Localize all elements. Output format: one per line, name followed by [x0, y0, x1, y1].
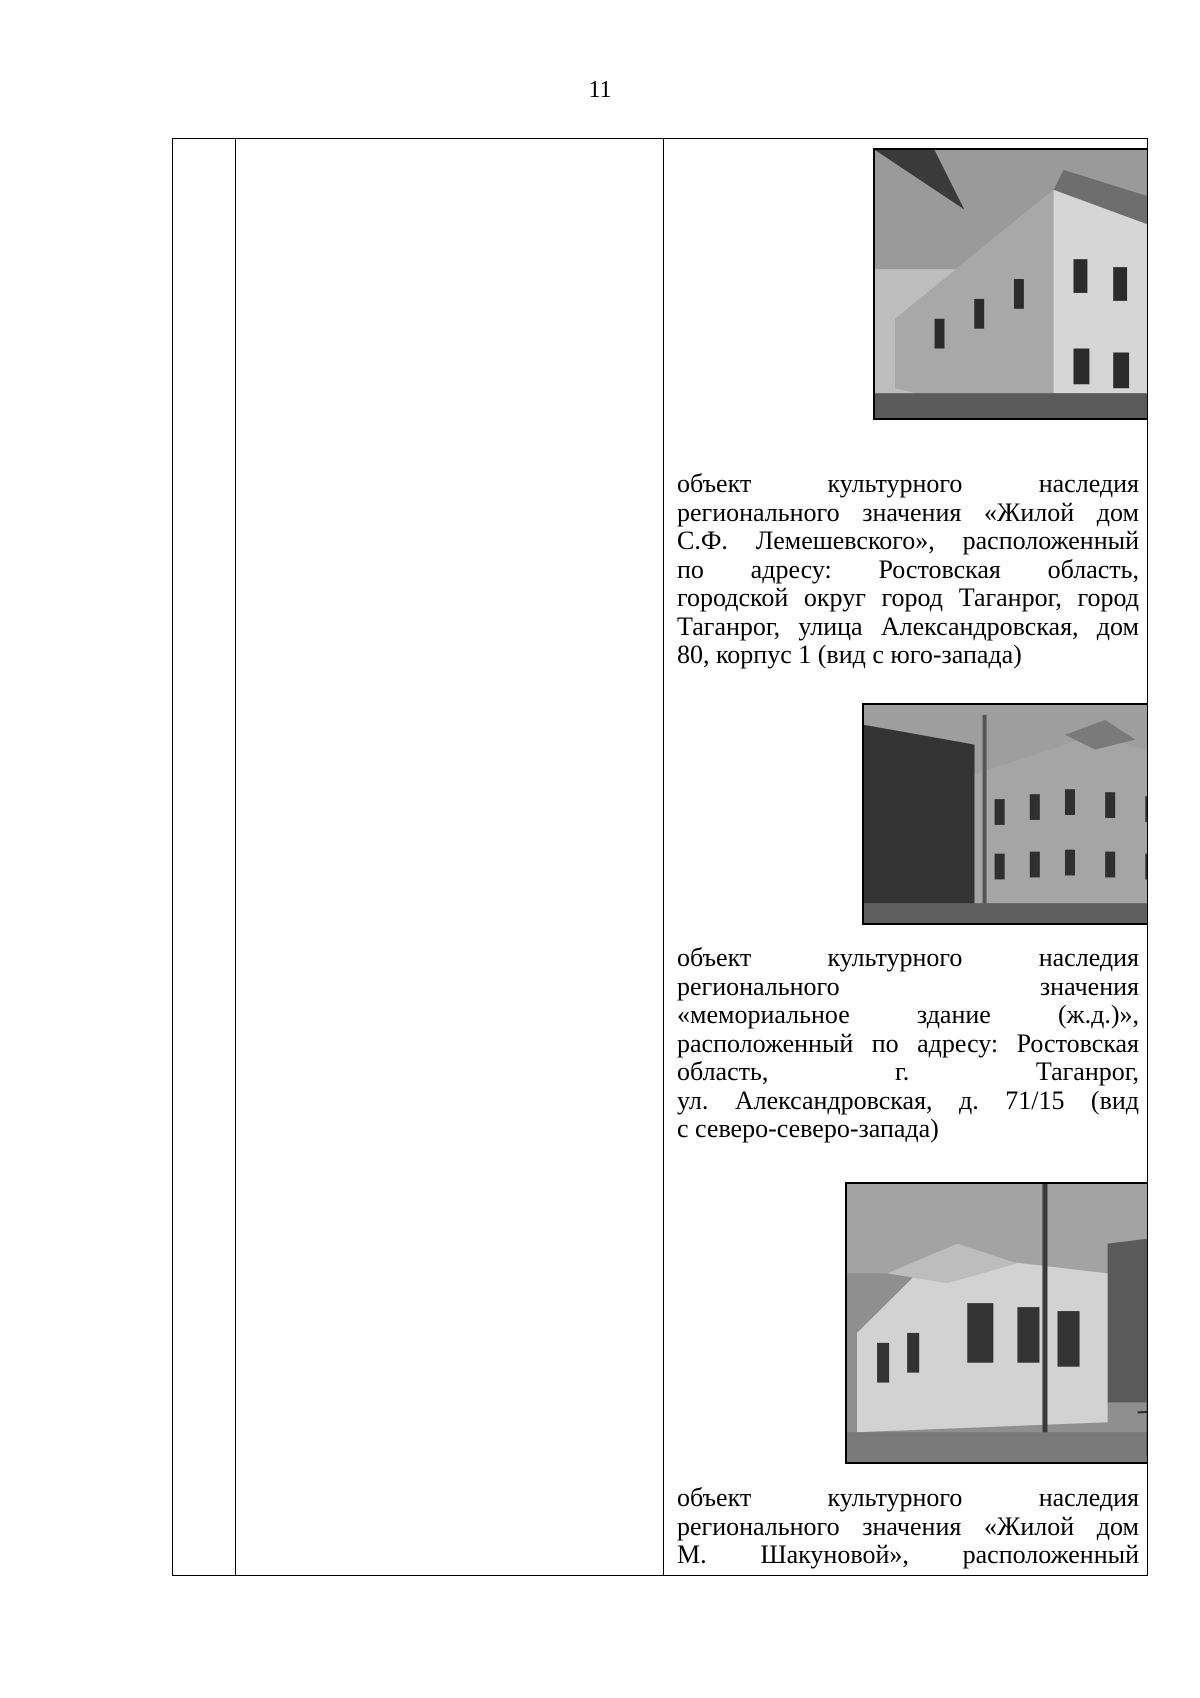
caption-line: Таганрог, улица Александровская, дом	[677, 611, 1139, 641]
column-divider-2	[663, 139, 664, 1575]
column-divider-1	[235, 139, 236, 1575]
building-photo-1	[873, 148, 1147, 420]
caption-line: регионального значения «Жилой дом	[677, 497, 1139, 527]
caption-line: с северо-северо-запада)	[677, 1114, 939, 1143]
caption-3	[677, 1484, 1139, 1570]
caption-line: расположенный по адресу: Ростовская	[677, 1028, 1139, 1058]
caption-line: объект культурного наследия	[677, 1483, 1139, 1512]
page-number: 11	[588, 77, 612, 103]
caption-line: по адресу: Ростовская область,	[677, 554, 1139, 584]
caption-line: 80, корпус 1 (вид с юго-запада)	[677, 640, 1022, 669]
caption-line: область, г. Таганрог,	[677, 1057, 1139, 1086]
caption-line: регионального значения	[677, 971, 1139, 1001]
caption-line: объект культурного наследия	[677, 943, 1139, 972]
building-photo-icon	[864, 705, 1147, 923]
table-cell-photos	[665, 139, 1147, 1575]
building-photo-3	[845, 1182, 1147, 1464]
caption-line: ул. Александровская, д. 71/15 (вид	[677, 1085, 1139, 1115]
building-photo-icon	[875, 150, 1147, 418]
caption-line: городской округ город Таганрог, город	[677, 583, 1139, 612]
caption-line: «мемориальное здание (ж.д.)»,	[677, 1000, 1139, 1029]
caption-2	[677, 944, 1139, 1144]
caption-line: объект культурного наследия	[677, 469, 1139, 498]
document-table	[172, 138, 1148, 1576]
caption-line: регионального значения «Жилой дом	[677, 1511, 1139, 1541]
caption-line: С.Ф. Лемешевского», расположенный	[677, 526, 1139, 555]
caption-line: М. Шакуновой», расположенный	[677, 1540, 1139, 1569]
caption-1	[677, 470, 1139, 670]
building-photo-2	[862, 703, 1147, 925]
building-photo-icon	[847, 1184, 1147, 1462]
